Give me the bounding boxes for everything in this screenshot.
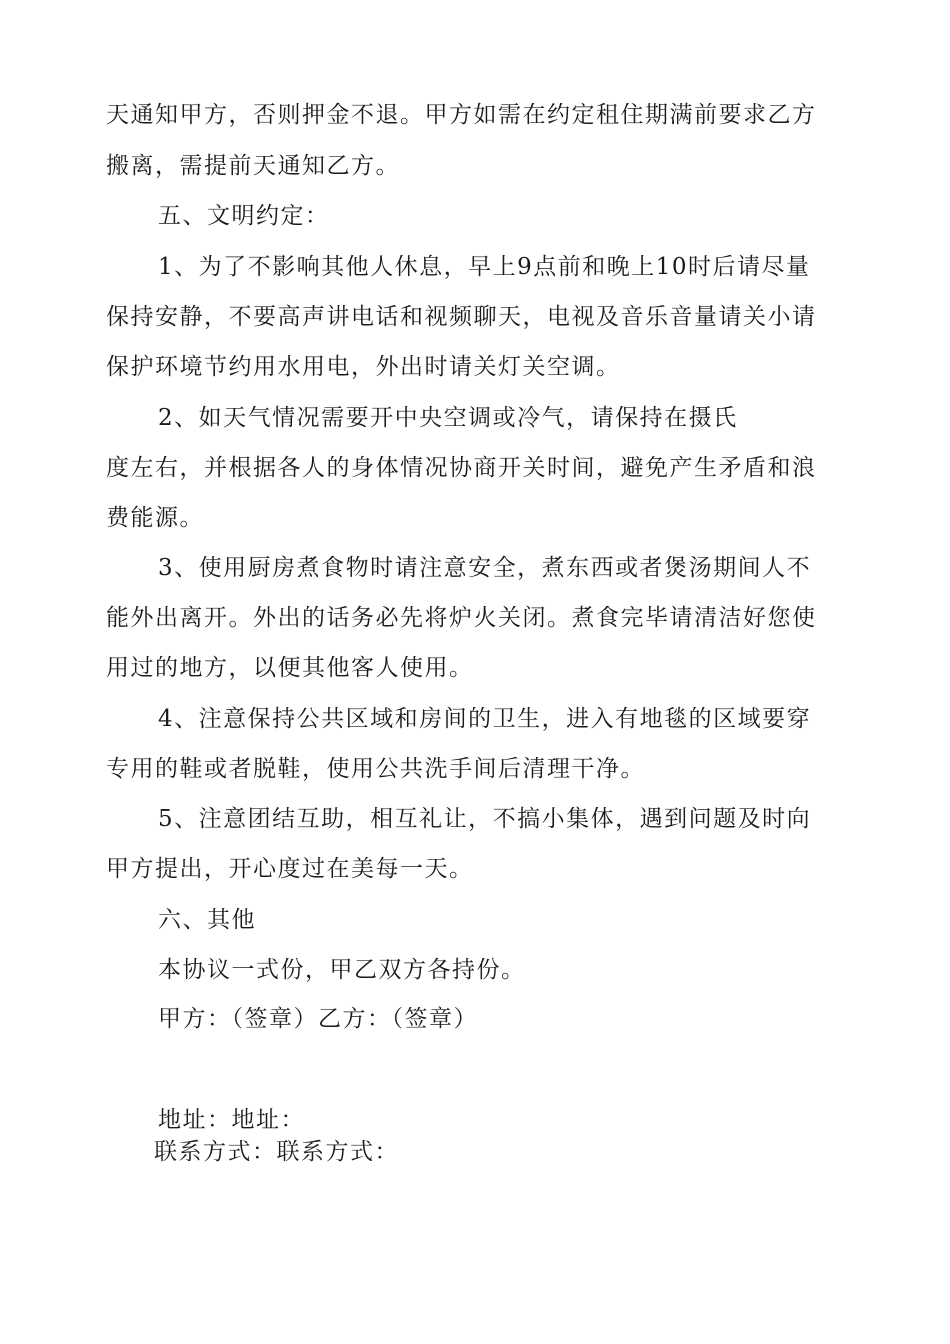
signature-line: 甲方：（签章）乙方：（签章） [158, 1006, 478, 1032]
paragraph-line: 用过的地方，以便其他客人使用。 [106, 655, 474, 681]
section-heading: 五、文明约定： [158, 203, 330, 229]
paragraph-line: 专用的鞋或者脱鞋，使用公共洗手间后清理干净。 [106, 756, 645, 782]
paragraph-line: 5、注意团结互助，相互礼让，不搞小集体，遇到问题及时向 [158, 806, 812, 832]
paragraph-line: 2、如天气情况需要开中央空调或冷气，请保持在摄氏 [158, 405, 738, 431]
paragraph-line: 费能源。 [106, 505, 204, 531]
paragraph-line: 保持安静，不要高声讲电话和视频聊天，电视及音乐音量请关小请 [106, 304, 817, 330]
contact-line: 联系方式：联系方式： [154, 1139, 399, 1165]
paragraph-line: 4、注意保持公共区域和房间的卫生，进入有地毯的区域要穿 [158, 706, 812, 732]
paragraph-line: 天通知甲方，否则押金不退。甲方如需在约定租住期满前要求乙方 [106, 102, 817, 128]
paragraph-line: 保护环境节约用水用电，外出时请关灯关空调。 [106, 354, 621, 380]
address-line: 地址：地址： [158, 1107, 305, 1133]
paragraph-line: 搬离，需提前天通知乙方。 [106, 153, 400, 179]
paragraph-line: 1、为了不影响其他人休息，早上9点前和晚上10时后请尽量 [158, 254, 811, 280]
paragraph-line: 3、使用厨房煮食物时请注意安全，煮东西或者煲汤期间人不 [158, 555, 812, 581]
section-heading: 六、其他 [158, 907, 256, 933]
paragraph-line: 甲方提出，开心度过在美每一天。 [106, 856, 474, 882]
paragraph-line: 度左右，并根据各人的身体情况协商开关时间，避免产生矛盾和浪 [106, 455, 817, 481]
paragraph-line: 本协议一式份，甲乙双方各持份。 [158, 957, 526, 983]
paragraph-line: 能外出离开。外出的话务必先将炉火关闭。煮食完毕请清洁好您使 [106, 605, 817, 631]
